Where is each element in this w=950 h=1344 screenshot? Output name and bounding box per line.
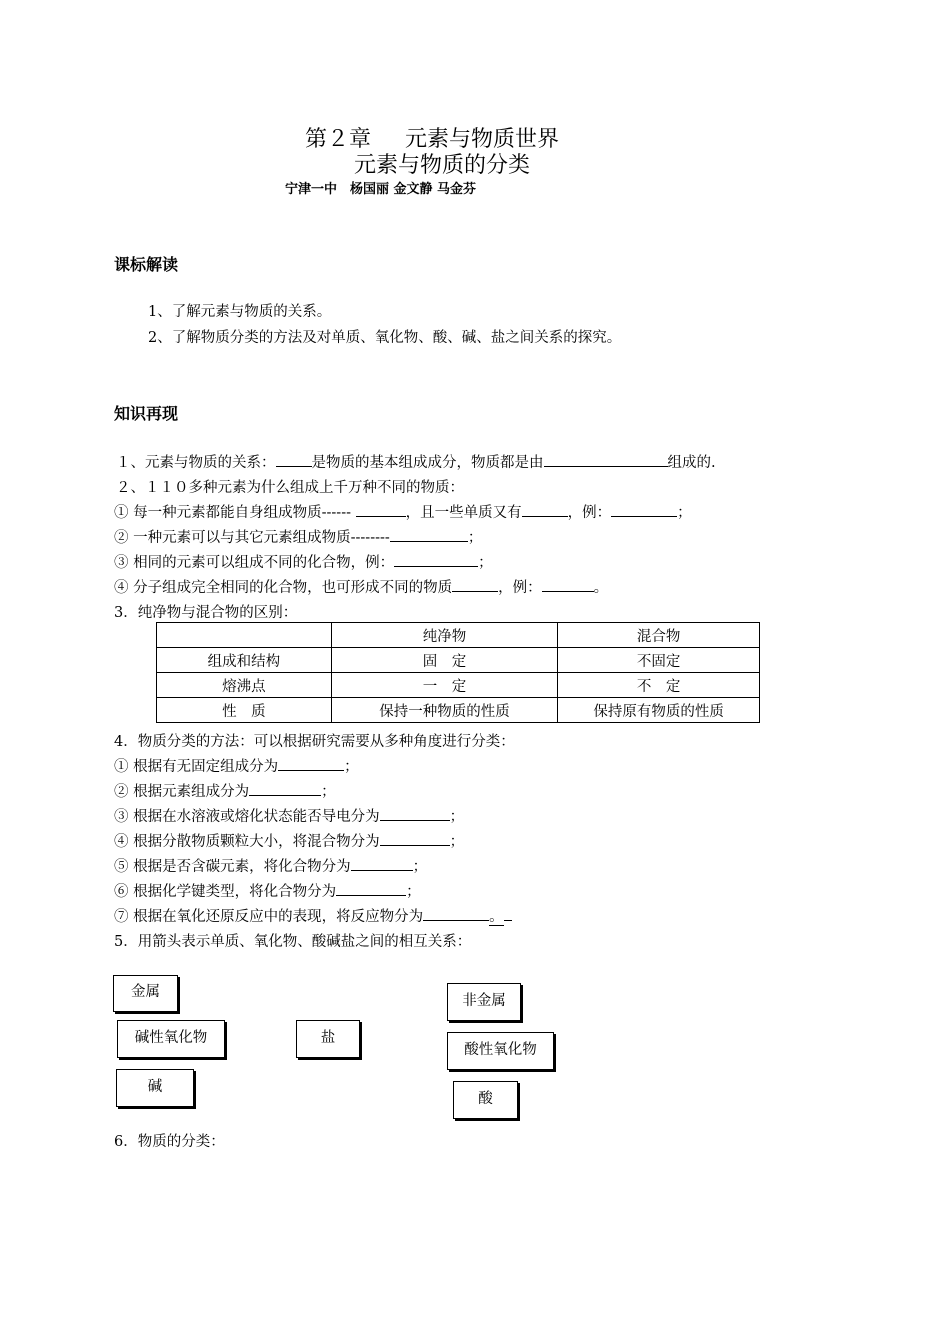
question-6: 6．物质的分类：	[114, 1134, 225, 1150]
answer-blank[interactable]	[356, 501, 406, 517]
table-cell: 不 定	[558, 673, 760, 698]
box-acid[interactable]: 酸	[453, 1081, 518, 1119]
table-cell: 保持一种物质的性质	[331, 698, 558, 723]
answer-blank[interactable]	[336, 880, 406, 896]
box-nonmetal[interactable]: 非金属	[447, 983, 521, 1021]
answer-blank[interactable]	[390, 526, 468, 542]
box-basic-oxide[interactable]: 碱性氧化物	[117, 1020, 225, 1058]
table-header-cell: 纯净物	[331, 623, 558, 648]
answer-blank[interactable]	[394, 551, 478, 567]
table-header-row	[157, 623, 760, 648]
answer-blank[interactable]	[423, 905, 489, 921]
table-row	[157, 648, 760, 673]
page-subtitle: 元素与物质的分类	[354, 153, 531, 178]
table-cell: 一 定	[331, 673, 558, 698]
answer-blank[interactable]	[249, 780, 321, 796]
answer-blank[interactable]	[522, 501, 568, 517]
standards-item-2: 2、了解物质分类的方法及对单质、氧化物、酸、碱、盐之间关系的探究。	[148, 330, 622, 346]
chapter-number: 第２章	[305, 127, 372, 152]
table-row	[157, 673, 760, 698]
answer-blank[interactable]	[276, 451, 312, 467]
section-heading-knowledge: 知识再现	[114, 404, 179, 423]
table-header-cell: 混合物	[558, 623, 760, 648]
question-2-item-4: ④ 分子组成完全相同的化合物，也可形成不同的物质 ，例： 。	[114, 576, 608, 597]
question-2: ２、１１０多种元素为什么组成上千万种不同的物质：	[116, 480, 464, 496]
question-5: 5．用箭头表示单质、氧化物、酸碱盐之间的相互关系：	[114, 934, 472, 950]
answer-blank[interactable]	[452, 576, 498, 592]
question-2-item-2: ② 一种元素可以与其它元素组成物质-------- ；	[114, 526, 482, 547]
answer-blank[interactable]	[542, 576, 594, 592]
answer-blank[interactable]	[611, 501, 677, 517]
table-cell: 组成和结构	[157, 648, 332, 673]
table-header-cell	[157, 623, 332, 648]
chapter-name: 元素与物质世界	[405, 127, 560, 152]
box-acidic-oxide[interactable]: 酸性氧化物	[447, 1032, 554, 1070]
table-cell: 保持原有物质的性质	[558, 698, 760, 723]
table-cell: 固 定	[331, 648, 558, 673]
section-heading-standards: 课标解读	[114, 255, 179, 274]
table-cell: 性 质	[157, 698, 332, 723]
box-metal[interactable]: 金属	[113, 975, 178, 1012]
question-1: １、元素与物质的关系： 是物质的基本组成成分，物质都是由 组成的.	[116, 451, 716, 472]
table-cell: 不固定	[558, 648, 760, 673]
comparison-table	[156, 622, 760, 723]
table-row	[157, 698, 760, 723]
question-4-item: ③ 根据在水溶液或熔化状态能否导电分为 ；	[114, 805, 464, 826]
box-salt[interactable]: 盐	[296, 1020, 360, 1058]
answer-blank[interactable]	[278, 755, 344, 771]
question-3: 3．纯净物与混合物的区别：	[114, 605, 298, 621]
question-4-item: ⑥ 根据化学键类型，将化合物分为 ；	[114, 880, 421, 901]
question-4-item: ④ 根据分散物质颗粒大小，将混合物分为 ；	[114, 830, 464, 851]
question-4-item: ② 根据元素组成分为 ；	[114, 780, 336, 801]
answer-blank[interactable]	[351, 855, 413, 871]
answer-blank[interactable]	[380, 805, 450, 821]
question-4-item: ⑦ 根据在氧化还原反应中的表现，将反应物分为 。	[114, 905, 512, 926]
question-4: 4．物质分类的方法：可以根据研究需要从多种角度进行分类：	[114, 734, 515, 750]
question-2-item-3: ③ 相同的元素可以组成不同的化合物，例： ；	[114, 551, 493, 572]
question-4-item: ① 根据有无固定组成分为 ；	[114, 755, 359, 776]
answer-blank[interactable]	[380, 830, 450, 846]
answer-blank[interactable]	[544, 451, 668, 467]
authors: 宁津一中 杨国丽 金文静 马金芬	[285, 182, 477, 197]
box-base[interactable]: 碱	[116, 1069, 194, 1107]
question-2-item-1: ① 每一种元素都能自身组成物质------ ，且一些单质又有 ，例： ；	[114, 501, 692, 522]
standards-item-1: 1、了解元素与物质的关系。	[148, 304, 332, 320]
question-4-item: ⑤ 根据是否含碳元素，将化合物分为 ；	[114, 855, 427, 876]
table-cell: 熔沸点	[157, 673, 332, 698]
